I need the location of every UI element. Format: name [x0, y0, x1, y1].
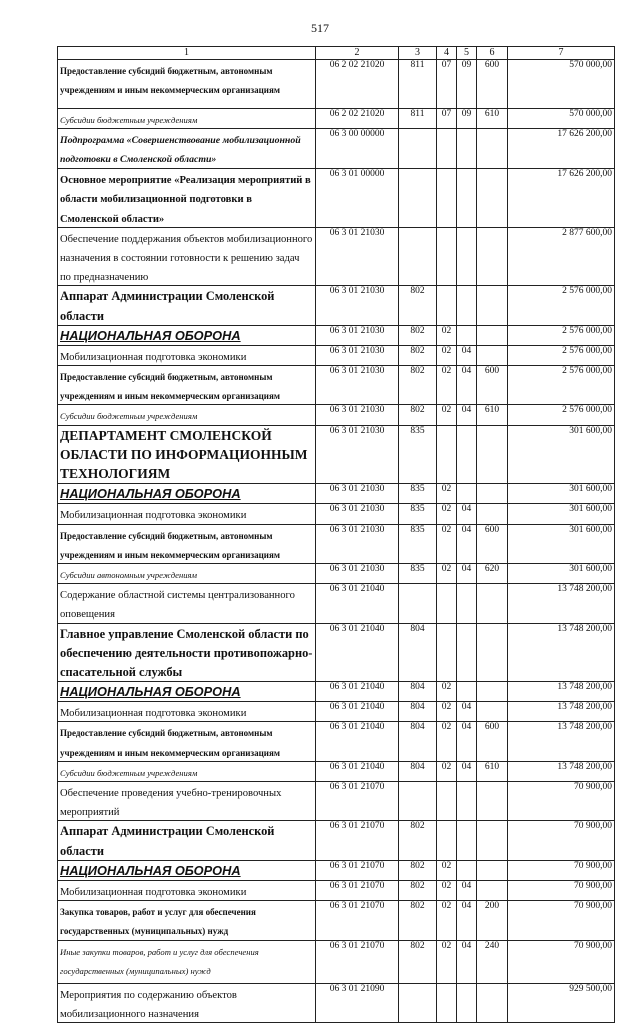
header-row [58, 47, 615, 60]
subsection-cell: 04 [457, 504, 477, 524]
subsection-cell: 04 [457, 880, 477, 900]
subsection-cell [457, 129, 477, 169]
table-row [58, 366, 615, 405]
expense-type-cell [477, 169, 508, 228]
table-row [58, 761, 615, 781]
department-code-cell: 802 [399, 325, 437, 345]
row-name-cell [58, 821, 316, 860]
target-code-cell: 06 3 01 21030 [316, 504, 399, 524]
target-code-cell: 06 3 01 21040 [316, 722, 399, 761]
row-name: Основное мероприятие «Реализация мероприятий в области мобилизационной подготовки в Смоленской области» [60, 175, 311, 225]
section-cell [437, 782, 457, 821]
table-body [58, 60, 615, 1023]
expense-type-cell [477, 983, 508, 1022]
target-code-cell: 06 3 01 21090 [316, 983, 399, 1022]
header-cell: 1 [58, 47, 316, 60]
target-code-cell: 06 3 01 21040 [316, 623, 399, 682]
subsection-cell [457, 286, 477, 325]
table-row [58, 821, 615, 860]
expense-type-cell [477, 682, 508, 702]
row-name-cell [58, 484, 316, 504]
expense-type-cell [477, 484, 508, 504]
target-code-cell: 06 3 01 21040 [316, 761, 399, 781]
subsection-cell: 04 [457, 901, 477, 940]
table-row [58, 782, 615, 821]
expense-type-cell: 610 [477, 109, 508, 129]
subsection-cell [457, 425, 477, 484]
department-code-cell: 804 [399, 722, 437, 761]
amount-cell: 17 626 200,00 [508, 129, 615, 169]
table-row [58, 286, 615, 325]
amount-cell: 13 748 200,00 [508, 584, 615, 623]
department-code-cell [399, 782, 437, 821]
amount-cell: 70 900,00 [508, 821, 615, 860]
row-name: Главное управление Смоленской области по обеспечению деятельности противопожарно-спасательной службы [60, 626, 313, 679]
table-row [58, 722, 615, 761]
table-row [58, 325, 615, 345]
target-code-cell: 06 3 01 21070 [316, 782, 399, 821]
amount-cell: 70 900,00 [508, 880, 615, 900]
table-row [58, 983, 615, 1022]
row-name-cell [58, 325, 316, 345]
section-cell: 02 [437, 860, 457, 880]
expense-type-cell: 600 [477, 524, 508, 563]
section-cell: 02 [437, 563, 457, 583]
table-row [58, 405, 615, 425]
row-name-cell [58, 109, 316, 129]
target-code-cell: 06 3 01 21070 [316, 821, 399, 860]
expense-type-cell [477, 623, 508, 682]
row-name-cell [58, 584, 316, 623]
row-name: Предоставление субсидий бюджетным, автономным учреждениям и иным некоммерческим организациям [60, 372, 280, 402]
row-name-cell [58, 563, 316, 583]
department-code-cell: 802 [399, 366, 437, 405]
department-code-cell: 802 [399, 901, 437, 940]
target-code-cell: 06 3 01 21070 [316, 940, 399, 983]
section-cell: 02 [437, 940, 457, 983]
target-code-cell: 06 3 01 21030 [316, 366, 399, 405]
row-name-cell [58, 702, 316, 722]
expense-type-cell [477, 345, 508, 365]
target-code-cell: 06 3 01 21030 [316, 484, 399, 504]
table-row [58, 940, 615, 983]
target-code-cell: 06 3 01 21030 [316, 345, 399, 365]
row-name: Мобилизационная подготовка экономики [60, 708, 247, 720]
amount-cell: 70 900,00 [508, 860, 615, 880]
row-name: НАЦИОНАЛЬНАЯ ОБОРОНА [60, 486, 241, 502]
section-cell [437, 286, 457, 325]
subsection-cell [457, 623, 477, 682]
header-cell: 4 [437, 47, 457, 60]
row-name-cell [58, 880, 316, 900]
section-cell: 02 [437, 761, 457, 781]
department-code-cell: 835 [399, 484, 437, 504]
row-name: Субсидии бюджетным учреждениям [60, 767, 198, 778]
section-cell: 02 [437, 682, 457, 702]
table-row [58, 227, 615, 286]
department-code-cell [399, 227, 437, 286]
header-cell: 5 [457, 47, 477, 60]
target-code-cell: 06 3 01 21040 [316, 584, 399, 623]
subsection-cell: 04 [457, 524, 477, 563]
amount-cell: 13 748 200,00 [508, 702, 615, 722]
section-cell: 02 [437, 524, 457, 563]
row-name: Субсидии бюджетным учреждениям [60, 115, 198, 125]
amount-cell: 13 748 200,00 [508, 682, 615, 702]
table-row [58, 880, 615, 900]
row-name-cell [58, 60, 316, 109]
expense-type-cell [477, 702, 508, 722]
department-code-cell: 811 [399, 109, 437, 129]
target-code-cell: 06 3 01 21030 [316, 524, 399, 563]
department-code-cell: 802 [399, 405, 437, 425]
section-cell: 02 [437, 405, 457, 425]
target-code-cell: 06 3 01 21030 [316, 425, 399, 484]
subsection-cell [457, 169, 477, 228]
row-name-cell [58, 169, 316, 228]
department-code-cell: 802 [399, 860, 437, 880]
amount-cell: 929 500,00 [508, 983, 615, 1022]
row-name-cell [58, 366, 316, 405]
row-name: Аппарат Администрации Смоленской области [60, 824, 275, 858]
amount-cell: 2 576 000,00 [508, 366, 615, 405]
target-code-cell: 06 2 02 21020 [316, 109, 399, 129]
department-code-cell [399, 129, 437, 169]
expense-type-cell [477, 129, 508, 169]
amount-cell: 570 000,00 [508, 109, 615, 129]
target-code-cell: 06 3 01 21030 [316, 227, 399, 286]
section-cell [437, 983, 457, 1022]
row-name-cell [58, 940, 316, 983]
header-cell: 6 [477, 47, 508, 60]
subsection-cell [457, 782, 477, 821]
department-code-cell: 802 [399, 345, 437, 365]
expense-type-cell [477, 325, 508, 345]
subsection-cell: 09 [457, 60, 477, 109]
amount-cell: 70 900,00 [508, 940, 615, 983]
row-name: Мобилизационная подготовка экономики [60, 510, 247, 522]
target-code-cell: 06 3 01 21070 [316, 860, 399, 880]
table-row [58, 901, 615, 940]
row-name-cell [58, 286, 316, 325]
amount-cell: 13 748 200,00 [508, 761, 615, 781]
expense-type-cell: 600 [477, 60, 508, 109]
section-cell: 07 [437, 60, 457, 109]
table-row [58, 623, 615, 682]
target-code-cell: 06 3 01 21030 [316, 563, 399, 583]
expense-type-cell: 610 [477, 761, 508, 781]
expense-type-cell: 610 [477, 405, 508, 425]
table-row [58, 169, 615, 228]
department-code-cell [399, 983, 437, 1022]
row-name-cell [58, 227, 316, 286]
subsection-cell: 09 [457, 109, 477, 129]
row-name-cell [58, 129, 316, 169]
subsection-cell: 04 [457, 366, 477, 405]
row-name: ДЕПАРТАМЕНТ СМОЛЕНСКОЙ ОБЛАСТИ ПО ИНФОРМАЦИОННЫМ ТЕХНОЛОГИЯМ [60, 427, 308, 481]
amount-cell: 2 576 000,00 [508, 405, 615, 425]
department-code-cell: 802 [399, 880, 437, 900]
department-code-cell: 802 [399, 821, 437, 860]
target-code-cell: 06 3 01 21070 [316, 901, 399, 940]
row-name-cell [58, 345, 316, 365]
subsection-cell [457, 584, 477, 623]
table-row [58, 425, 615, 484]
amount-cell: 2 576 000,00 [508, 345, 615, 365]
target-code-cell: 06 2 02 21020 [316, 60, 399, 109]
amount-cell: 301 600,00 [508, 425, 615, 484]
expense-type-cell: 620 [477, 563, 508, 583]
department-code-cell: 802 [399, 940, 437, 983]
expense-type-cell [477, 504, 508, 524]
section-cell [437, 129, 457, 169]
department-code-cell: 802 [399, 286, 437, 325]
department-code-cell: 804 [399, 623, 437, 682]
subsection-cell [457, 227, 477, 286]
section-cell [437, 584, 457, 623]
subsection-cell: 04 [457, 563, 477, 583]
row-name-cell [58, 425, 316, 484]
expense-type-cell [477, 286, 508, 325]
row-name-cell [58, 901, 316, 940]
row-name: НАЦИОНАЛЬНАЯ ОБОРОНА [60, 684, 241, 700]
expense-type-cell: 200 [477, 901, 508, 940]
department-code-cell: 811 [399, 60, 437, 109]
row-name: Содержание областной системы централизованного оповещения [60, 590, 295, 621]
expense-type-cell [477, 584, 508, 623]
table-row [58, 504, 615, 524]
target-code-cell: 06 3 01 21030 [316, 405, 399, 425]
section-cell: 02 [437, 880, 457, 900]
amount-cell: 301 600,00 [508, 563, 615, 583]
amount-cell: 301 600,00 [508, 504, 615, 524]
expense-type-cell: 600 [477, 722, 508, 761]
row-name: Подпрограмма «Совершенствование мобилизационной подготовки в Смоленской области» [60, 135, 301, 166]
table-row [58, 584, 615, 623]
amount-cell: 2 576 000,00 [508, 325, 615, 345]
header-cell: 2 [316, 47, 399, 60]
section-cell: 02 [437, 901, 457, 940]
row-name-cell [58, 722, 316, 761]
row-name-cell [58, 761, 316, 781]
amount-cell: 570 000,00 [508, 60, 615, 109]
table-row [58, 860, 615, 880]
amount-cell: 13 748 200,00 [508, 623, 615, 682]
row-name-cell [58, 983, 316, 1022]
amount-cell: 17 626 200,00 [508, 169, 615, 228]
subsection-cell [457, 860, 477, 880]
table-row [58, 484, 615, 504]
row-name: Предоставление субсидий бюджетным, автономным учреждениям и иным некоммерческим организациям [60, 728, 280, 758]
header-cell: 7 [508, 47, 615, 60]
row-name-cell [58, 782, 316, 821]
department-code-cell: 804 [399, 761, 437, 781]
section-cell: 07 [437, 109, 457, 129]
subsection-cell: 04 [457, 345, 477, 365]
subsection-cell [457, 821, 477, 860]
section-cell [437, 821, 457, 860]
row-name: Предоставление субсидий бюджетным, автономным учреждениям и иным некоммерческим организациям [60, 66, 280, 96]
row-name: Предоставление субсидий бюджетным, автономным учреждениям и иным некоммерческим организациям [60, 530, 280, 560]
expense-type-cell [477, 227, 508, 286]
budget-table [57, 46, 615, 1023]
expense-type-cell [477, 782, 508, 821]
table-row [58, 345, 615, 365]
subsection-cell: 04 [457, 761, 477, 781]
section-cell: 02 [437, 702, 457, 722]
table-row [58, 682, 615, 702]
expense-type-cell [477, 821, 508, 860]
subsection-cell [457, 682, 477, 702]
expense-type-cell [477, 860, 508, 880]
subsection-cell: 04 [457, 405, 477, 425]
section-cell: 02 [437, 345, 457, 365]
department-code-cell: 804 [399, 682, 437, 702]
subsection-cell: 04 [457, 940, 477, 983]
amount-cell: 2 877 600,00 [508, 227, 615, 286]
table-row [58, 129, 615, 169]
department-code-cell: 835 [399, 425, 437, 484]
target-code-cell: 06 3 01 21030 [316, 286, 399, 325]
row-name: Мероприятия по содержанию объектов мобилизационного назначения [60, 989, 237, 1020]
table-row [58, 109, 615, 129]
target-code-cell: 06 3 00 00000 [316, 129, 399, 169]
row-name-cell [58, 524, 316, 563]
expense-type-cell [477, 880, 508, 900]
target-code-cell: 06 3 01 21040 [316, 682, 399, 702]
row-name: Закупка товаров, работ и услуг для обеспечения государственных (муниципальных) нужд [60, 907, 256, 937]
expense-type-cell: 600 [477, 366, 508, 405]
section-cell: 02 [437, 722, 457, 761]
row-name-cell [58, 860, 316, 880]
section-cell [437, 623, 457, 682]
expense-type-cell: 240 [477, 940, 508, 983]
row-name-cell [58, 504, 316, 524]
table-row [58, 563, 615, 583]
target-code-cell: 06 3 01 21070 [316, 880, 399, 900]
section-cell: 02 [437, 484, 457, 504]
header-cell: 3 [399, 47, 437, 60]
row-name: Субсидии автономным учреждениям [60, 569, 198, 580]
subsection-cell [457, 325, 477, 345]
section-cell: 02 [437, 504, 457, 524]
target-code-cell: 06 3 01 00000 [316, 169, 399, 228]
table-row [58, 702, 615, 722]
section-cell [437, 227, 457, 286]
row-name-cell [58, 405, 316, 425]
section-cell: 02 [437, 366, 457, 405]
amount-cell: 70 900,00 [508, 901, 615, 940]
target-code-cell: 06 3 01 21030 [316, 325, 399, 345]
table-row [58, 524, 615, 563]
subsection-cell: 04 [457, 722, 477, 761]
amount-cell: 2 576 000,00 [508, 286, 615, 325]
section-cell: 02 [437, 325, 457, 345]
department-code-cell [399, 584, 437, 623]
section-cell [437, 425, 457, 484]
department-code-cell: 835 [399, 504, 437, 524]
row-name: Иные закупки товаров, работ и услуг для обеспечения государственных (муниципальных) нужд [60, 946, 259, 976]
department-code-cell: 835 [399, 524, 437, 563]
subsection-cell: 04 [457, 702, 477, 722]
amount-cell: 301 600,00 [508, 484, 615, 504]
amount-cell: 13 748 200,00 [508, 722, 615, 761]
target-code-cell: 06 3 01 21040 [316, 702, 399, 722]
amount-cell: 301 600,00 [508, 524, 615, 563]
row-name: Мобилизационная подготовка экономики [60, 886, 247, 898]
subsection-cell [457, 983, 477, 1022]
department-code-cell: 804 [399, 702, 437, 722]
subsection-cell [457, 484, 477, 504]
expense-type-cell [477, 425, 508, 484]
row-name: Обеспечение поддержания объектов мобилизационного назначения в состоянии готовности к решению задач по предназначению [60, 233, 313, 284]
department-code-cell: 835 [399, 563, 437, 583]
section-cell [437, 169, 457, 228]
row-name-cell [58, 682, 316, 702]
row-name: Мобилизационная подготовка экономики [60, 351, 247, 363]
page-number: 517 [311, 21, 329, 35]
amount-cell: 70 900,00 [508, 782, 615, 821]
row-name-cell [58, 623, 316, 682]
row-name: НАЦИОНАЛЬНАЯ ОБОРОНА [60, 862, 241, 878]
department-code-cell [399, 169, 437, 228]
row-name: Субсидии бюджетным учреждениям [60, 411, 198, 422]
table-row [58, 60, 615, 109]
row-name: Аппарат Администрации Смоленской области [60, 289, 275, 323]
row-name: НАЦИОНАЛЬНАЯ ОБОРОНА [60, 327, 241, 343]
row-name: Обеспечение проведения учебно-тренировочных мероприятий [60, 788, 282, 819]
